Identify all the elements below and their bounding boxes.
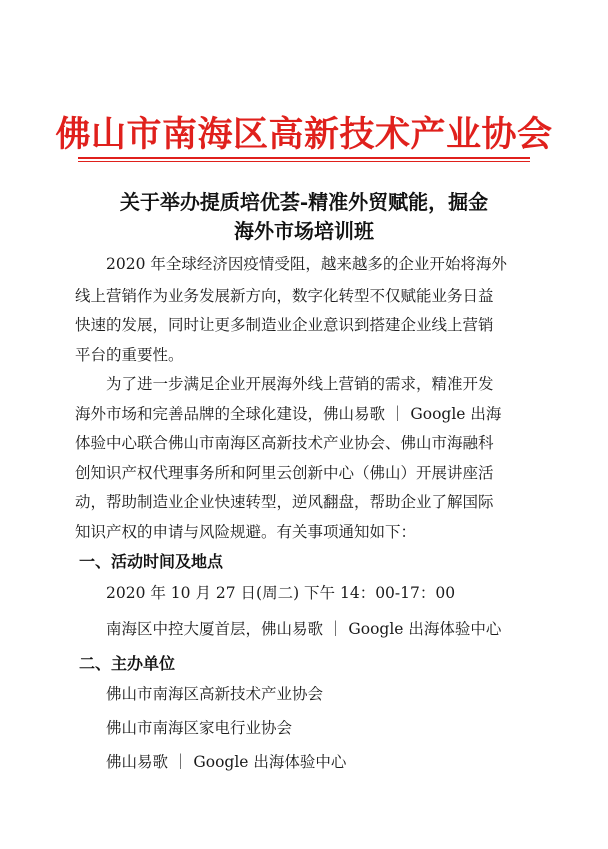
- paragraph-2-line: 海外市场和完善品牌的全球化建设，佛山易歌 ｜ Google 出海: [75, 405, 502, 423]
- header-red-rule: [78, 157, 530, 159]
- paragraph-2-line: 知识产权的申请与风险规避。有关事项通知如下：: [75, 523, 417, 541]
- organization-title: 佛山市南海区高新技术产业协会: [55, 114, 553, 155]
- notice-title-line-2: 海外市场培训班: [234, 219, 374, 243]
- header-red-rule-thin: [78, 161, 530, 162]
- paragraph-2-line: 为了进一步满足企业开展海外线上营销的需求，精准开发: [106, 375, 494, 393]
- paragraph-2-line: 动，帮助制造业企业快速转型，逆风翻盘，帮助企业了解国际: [75, 493, 494, 511]
- section-heading-time-place: 一、活动时间及地点: [79, 552, 224, 571]
- organizer-item: 佛山市南海区家电行业协会: [106, 719, 293, 737]
- paragraph-1-line: 快速的发展，同时让更多制造业企业意识到搭建企业线上营销: [75, 316, 494, 334]
- section-heading-organizers: 二、主办单位: [79, 654, 176, 673]
- event-place: 南海区中控大厦首层，佛山易歌 ｜ Google 出海体验中心: [106, 620, 502, 638]
- organizer-item: 佛山市南海区高新技术产业协会: [106, 685, 324, 703]
- notice-title-line-1: 关于举办提质培优荟-精准外贸赋能，掘金: [119, 190, 489, 214]
- paragraph-2-line: 体验中心联合佛山市南海区高新技术产业协会、佛山市海融科: [75, 434, 494, 452]
- paragraph-1-line: 2020 年全球经济因疫情受阻，越来越多的企业开始将海外: [106, 255, 507, 273]
- event-time: 2020 年 10 月 27 日(周二) 下午 14：00-17：00: [106, 584, 456, 602]
- paragraph-2-line: 创知识产权代理事务所和阿里云创新中心（佛山）开展讲座活: [75, 464, 494, 482]
- paragraph-1-line: 平台的重要性。: [75, 346, 184, 364]
- paragraph-1-line: 线上营销作为业务发展新方向，数字化转型不仅赋能业务日益: [75, 287, 494, 305]
- organizer-item: 佛山易歌 ｜ Google 出海体验中心: [106, 753, 347, 771]
